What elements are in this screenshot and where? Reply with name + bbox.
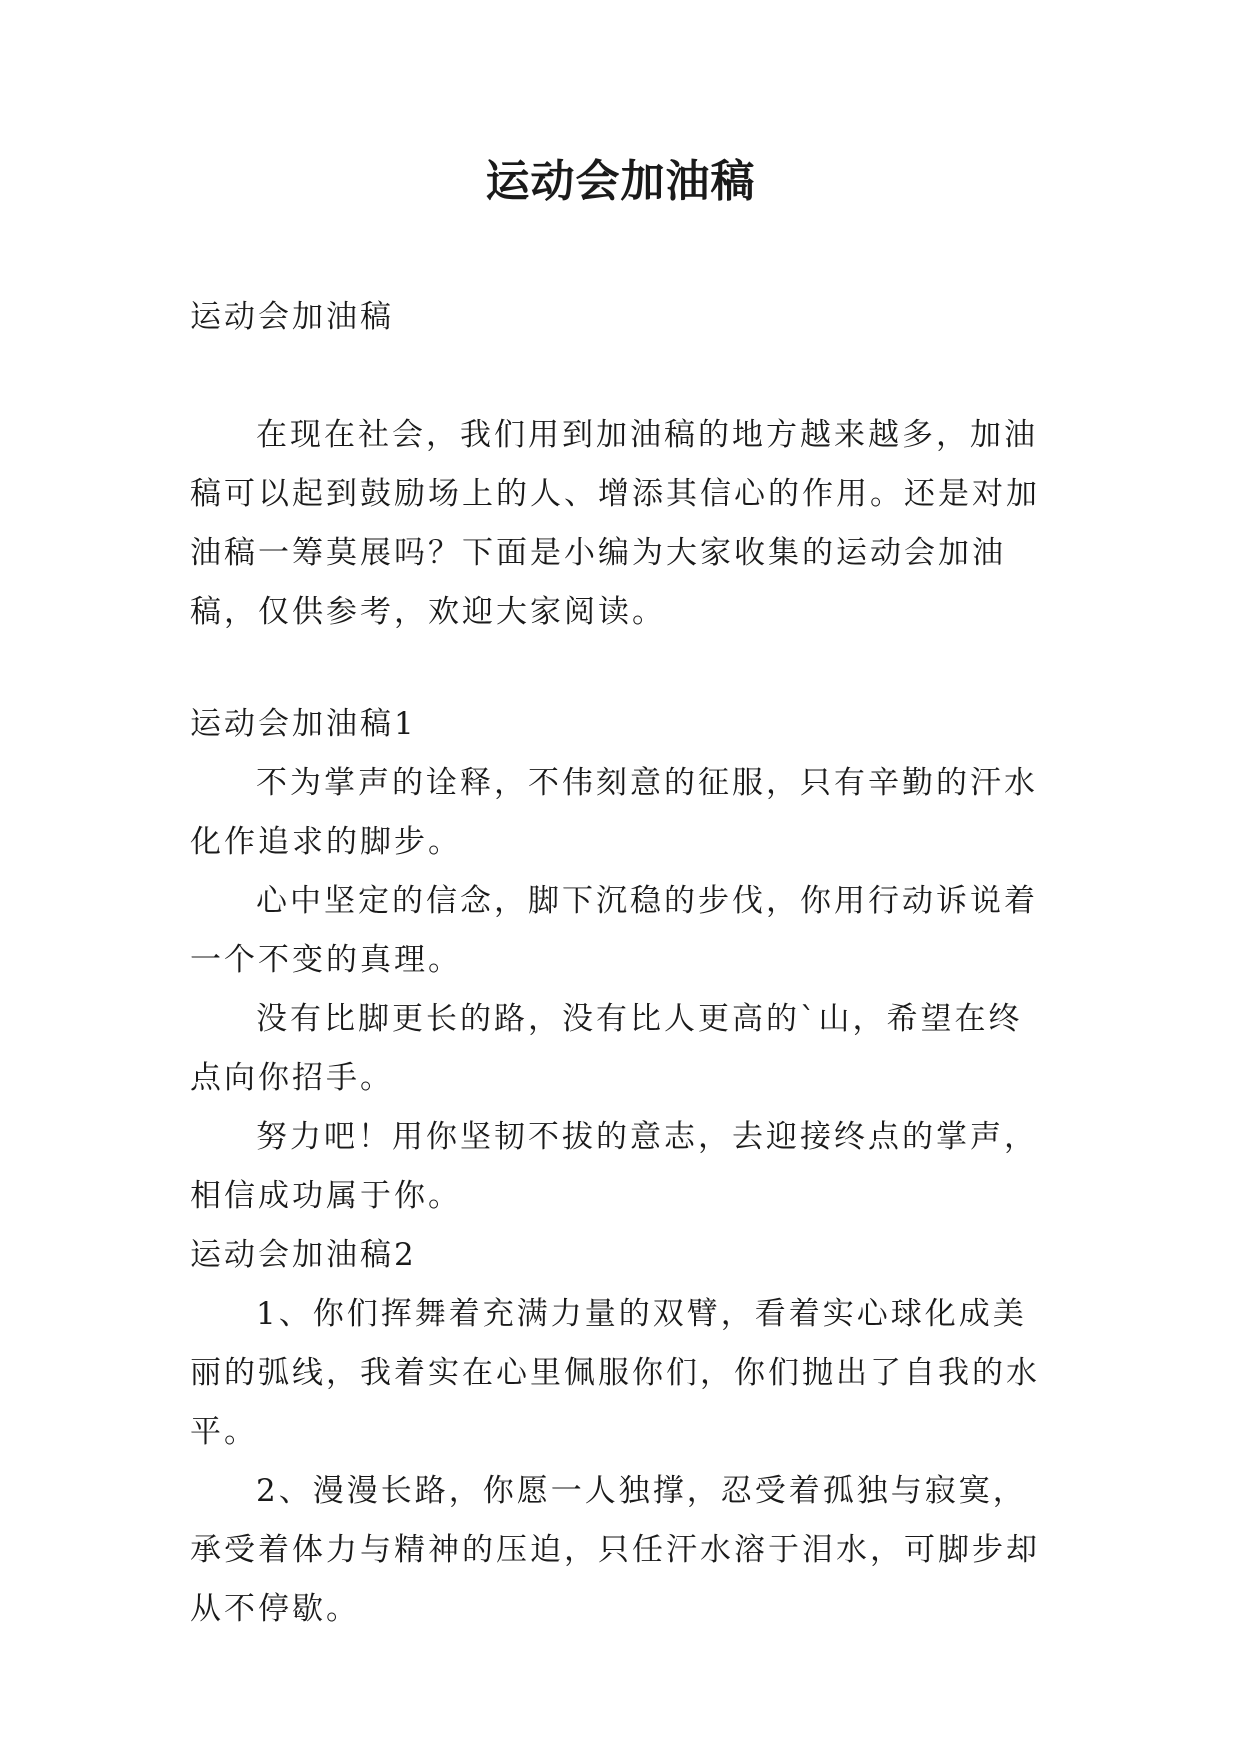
intro-paragraph: 在现在社会，我们用到加油稿的地方越来越多，加油稿可以起到鼓励场上的人、增添其信心的作用。还是对加油稿一筹莫展吗？下面是小编为大家收集的运动会加油稿，仅供参考，欢迎大家阅读。 xyxy=(190,417,1040,630)
section-1-paragraph-3: 没有比脚更长的路，没有比人更高的`山，希望在终点向你招手。 xyxy=(190,1001,1023,1096)
document-body xyxy=(190,288,1052,1639)
section-2-paragraph-1: 1、你们挥舞着充满力量的双臂，看着实心球化成美丽的弧线，我着实在心里佩服你们，你们抛出了自我的水平。 xyxy=(190,1296,1040,1450)
section-2-paragraph-2: 2、漫漫长路，你愿一人独撑，忍受着孤独与寂寞，承受着体力与精神的压迫，只任汗水溶于泪水，可脚步却从不停歇。 xyxy=(190,1473,1040,1627)
section-1-paragraph-2: 心中坚定的信念，脚下沉稳的步伐，你用行动诉说着一个不变的真理。 xyxy=(190,883,1038,978)
section-heading-1: 运动会加油稿1 xyxy=(190,706,417,742)
section-1-paragraph-1: 不为掌声的诠释，不伟刻意的征服，只有辛勤的汗水化作追求的脚步。 xyxy=(190,765,1038,860)
document-subtitle: 运动会加油稿 xyxy=(190,299,394,335)
section-heading-2: 运动会加油稿2 xyxy=(190,1237,417,1273)
section-1-paragraph-4: 努力吧！用你坚韧不拔的意志，去迎接终点的掌声，相信成功属于你。 xyxy=(190,1119,1038,1214)
document-title: 运动会加油稿 xyxy=(485,156,756,207)
